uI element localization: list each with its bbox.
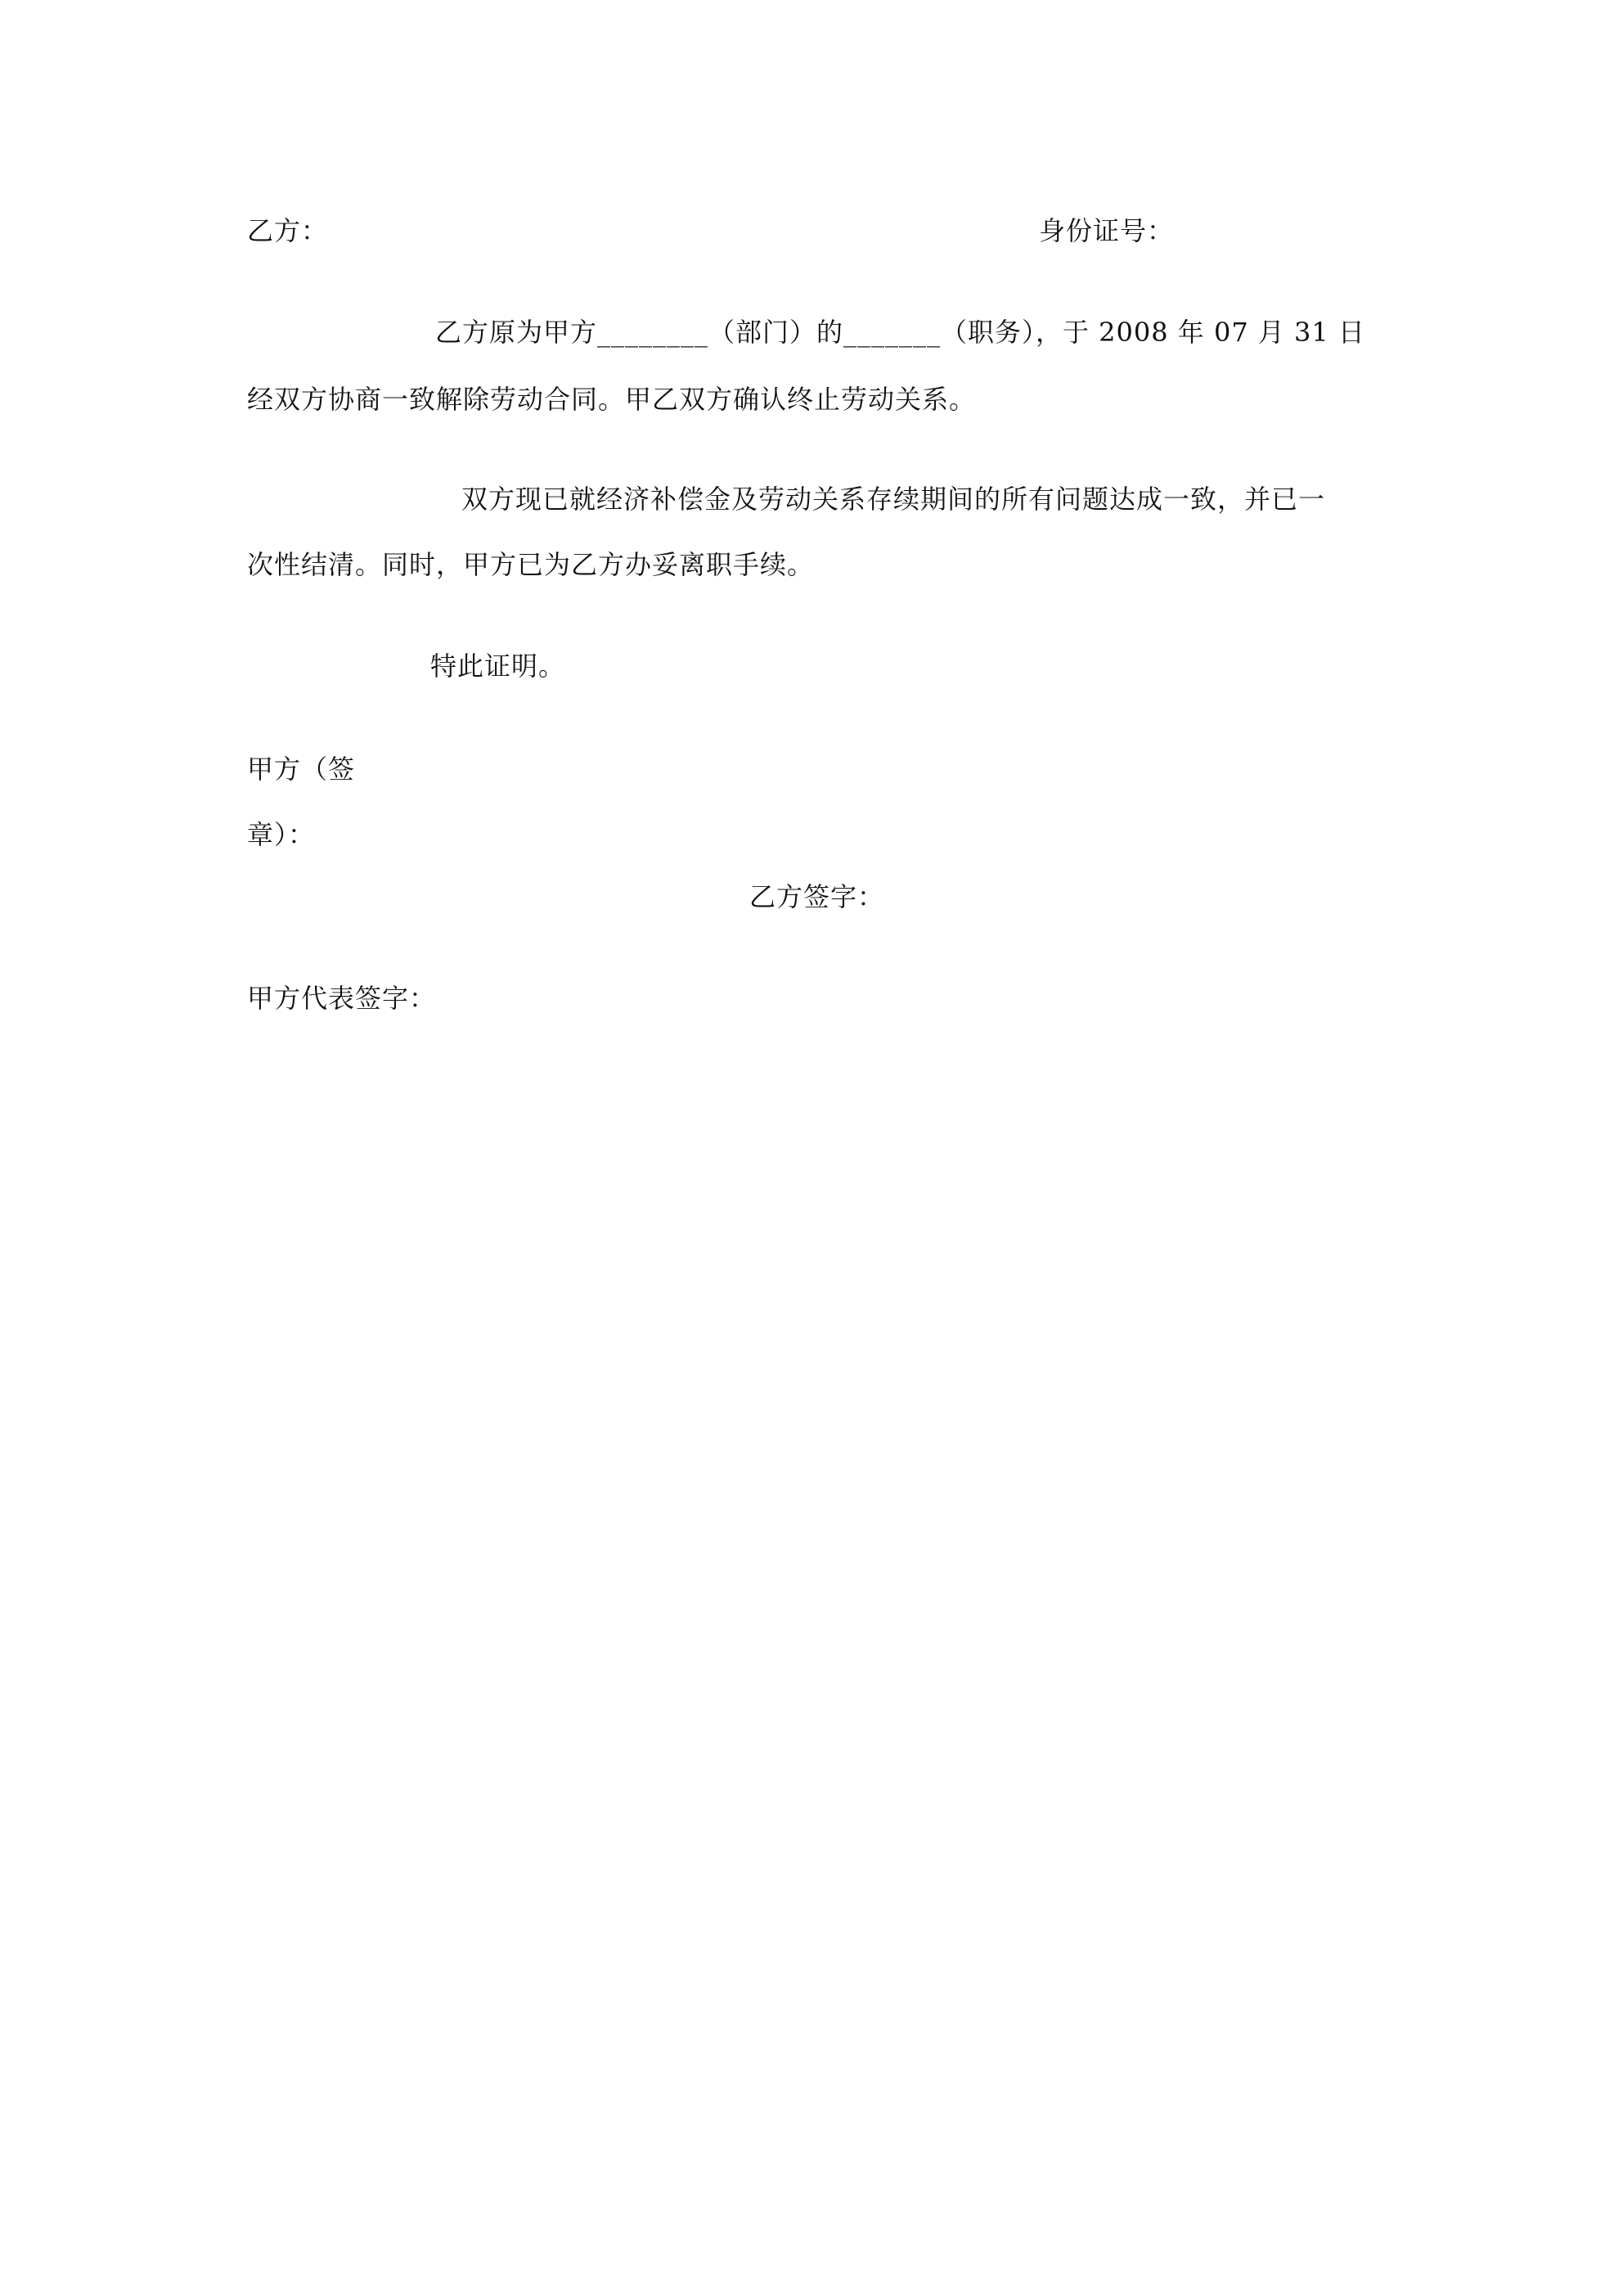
party-a-representative-signature-label: 甲方代表签字：	[247, 983, 437, 1014]
paragraph-2-line-2: 次性结清。同时，甲方已为乙方办妥离职手续。	[247, 549, 815, 580]
certification-statement: 特此证明。	[430, 651, 566, 682]
party-a-seal-label-line-2: 章）：	[247, 819, 316, 850]
party-b-signature-label: 乙方签字：	[749, 881, 885, 912]
paragraph-2-line-1: 双方现已就经济补偿金及劳动关系存续期间的所有问题达成一致，并已一	[461, 484, 1326, 515]
party-a-seal-label-line-1: 甲方（签	[247, 754, 356, 785]
paragraph-1-line-2: 经双方协商一致解除劳动合同。甲乙双方确认终止劳动关系。	[247, 384, 977, 415]
id-number-label: 身份证号：	[1039, 215, 1175, 246]
party-b-label: 乙方：	[247, 215, 329, 246]
paragraph-1-line-1: 乙方原为甲方________（部门）的_______（职务），于 2008 年 07 月 31 日	[435, 317, 1365, 348]
